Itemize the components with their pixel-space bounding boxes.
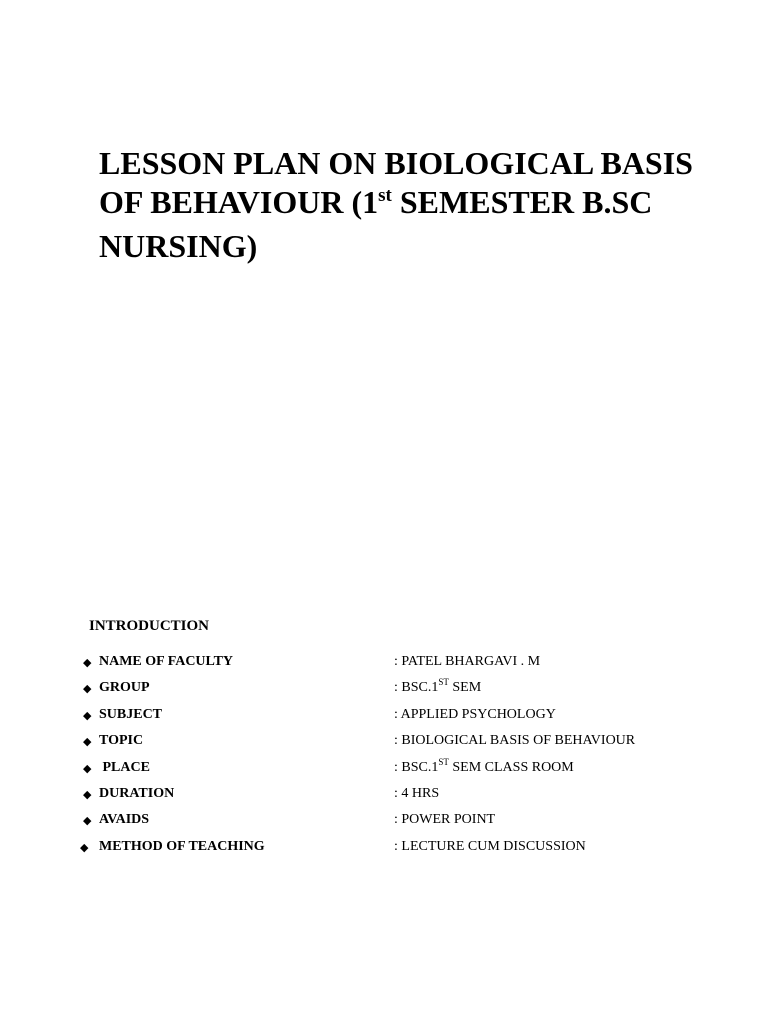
info-label: NAME OF FACULTY bbox=[99, 654, 234, 669]
diamond-bullet-icon: ◆ bbox=[83, 657, 92, 669]
info-value-text: : BSC.1 bbox=[394, 680, 439, 696]
document-title-superscript: st bbox=[378, 185, 392, 206]
document-title bbox=[99, 144, 739, 266]
info-value bbox=[394, 758, 574, 778]
info-label: TOPIC bbox=[99, 733, 144, 749]
info-value-text: : LECTURE CUM DISCUSSION bbox=[394, 838, 586, 854]
info-label: AVAIDS bbox=[99, 812, 150, 828]
info-value-suffix: SEM bbox=[448, 680, 482, 696]
info-value-text: : 4 HRS bbox=[394, 785, 440, 801]
diamond-bullet-icon: ◆ bbox=[80, 841, 89, 854]
info-value bbox=[394, 731, 635, 751]
info-value bbox=[394, 784, 439, 804]
diamond-bullet-icon: ◆ bbox=[83, 788, 92, 801]
info-label: PLACE bbox=[99, 759, 150, 775]
info-value bbox=[394, 810, 495, 830]
document-title-part1: LESSON PLAN ON BIOLOGICAL BASIS OF BEHAVIOUR (1 bbox=[99, 145, 693, 220]
info-row-topic bbox=[0, 731, 768, 757]
info-value-text: : PATEL BHARGAVI . M bbox=[394, 654, 541, 669]
diamond-bullet-icon: ◆ bbox=[83, 709, 92, 722]
diamond-bullet-icon: ◆ bbox=[83, 736, 92, 749]
info-row-subject bbox=[0, 705, 768, 731]
info-value bbox=[394, 705, 556, 725]
diamond-bullet-icon: ◆ bbox=[83, 762, 92, 775]
info-value-suffix: SEM CLASS ROOM bbox=[448, 759, 574, 775]
info-row-avaids bbox=[0, 810, 768, 836]
document-title-part2: SEMESTER B.SC NURSING) bbox=[99, 184, 653, 264]
info-value bbox=[394, 678, 481, 698]
info-value-text: : POWER POINT bbox=[394, 812, 496, 828]
info-value-superscript: ST bbox=[438, 677, 449, 688]
introduction-heading: INTRODUCTION bbox=[89, 618, 210, 634]
info-value-text: : BIOLOGICAL BASIS OF BEHAVIOUR bbox=[394, 733, 636, 749]
introduction-list bbox=[0, 652, 768, 863]
diamond-bullet-icon: ◆ bbox=[83, 683, 92, 696]
info-label: GROUP bbox=[99, 680, 150, 696]
diamond-bullet-icon: ◆ bbox=[83, 815, 92, 828]
info-label: SUBJECT bbox=[99, 706, 163, 722]
info-row-method-of-teaching bbox=[0, 837, 768, 863]
info-label: DURATION bbox=[99, 785, 175, 801]
info-row-group bbox=[0, 678, 768, 704]
info-value-text: : APPLIED PSYCHOLOGY bbox=[394, 706, 556, 722]
info-row-duration bbox=[0, 784, 768, 810]
info-row-name-of-faculty bbox=[0, 652, 768, 678]
info-value bbox=[394, 837, 586, 857]
info-value bbox=[394, 652, 540, 672]
info-row-place bbox=[0, 758, 768, 784]
info-label: METHOD OF TEACHING bbox=[99, 838, 265, 854]
info-value-superscript: ST bbox=[438, 756, 449, 767]
info-value-text: : BSC.1 bbox=[394, 759, 439, 775]
